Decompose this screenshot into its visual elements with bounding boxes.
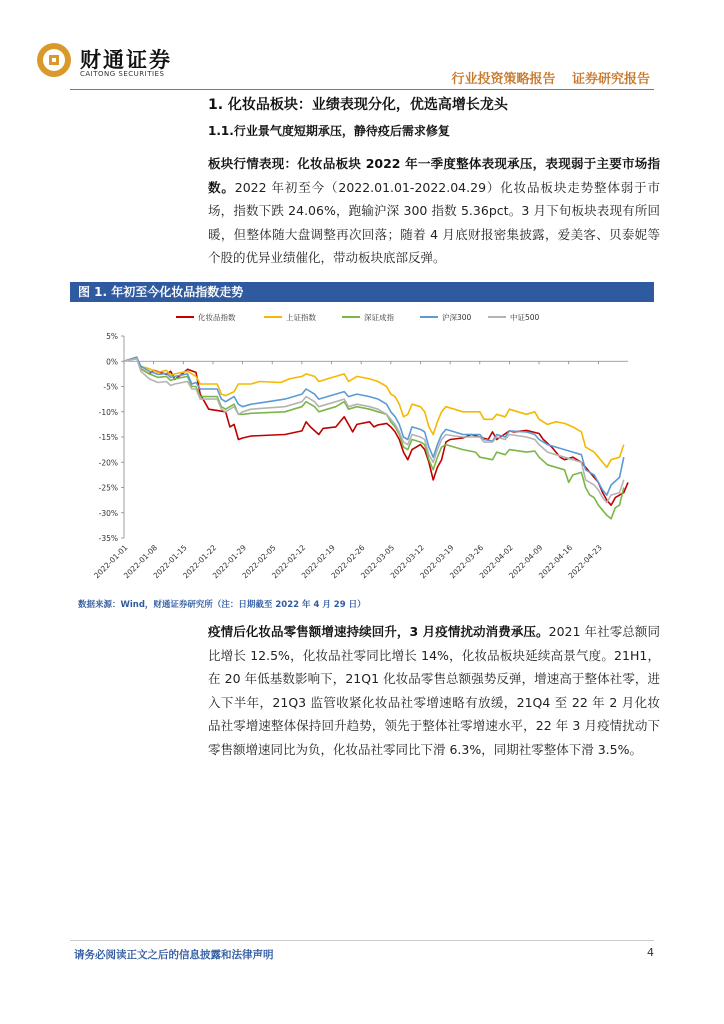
logo-english-name: CAITONG SECURITIES (80, 70, 165, 78)
legend-label: 深证成指 (364, 313, 394, 322)
page-number: 4 (647, 946, 654, 959)
section-heading: 1. 化妆品板块：业绩表现分化，优选高增长龙头 (208, 97, 508, 113)
x-tick-label: 2022-03-12 (388, 543, 426, 581)
y-tick-label: -30% (98, 508, 118, 518)
y-tick-label: -10% (98, 407, 118, 417)
figure-title-bar (70, 282, 654, 302)
series-line (124, 357, 628, 505)
paragraph-retail-sales (208, 620, 660, 761)
x-tick-label: 2022-02-19 (299, 543, 337, 581)
legend-label: 沪深300 (442, 313, 472, 322)
y-tick-label: -15% (98, 433, 118, 442)
x-tick-label: 2022-03-05 (359, 543, 397, 581)
report-type-labels (439, 68, 650, 87)
x-tick-label: 2022-01-15 (151, 543, 189, 581)
subsection-heading: 1.1.行业景气度短期承压，静待疫后需求修复 (208, 124, 450, 138)
y-tick-label: -25% (98, 483, 118, 493)
chart-svg (70, 302, 654, 594)
footer-divider (70, 940, 654, 941)
paragraph-body: 2022 年初至今（2022.01.01-2022.04.29）化妆品板块走势整体弱于市场，指数下跌 24.06%，跑输沪深 300 指数 5.36pct。3 月下旬板块表现有所回暖，但整体随大盘调整再次回落；随着 4 月底财报密集披露，爱美客、贝泰妮等个股的优异业绩催化，带动板块底部反弹。 (208, 179, 660, 265)
legend-label: 上证指数 (286, 313, 316, 322)
x-tick-label: 2022-04-16 (536, 543, 575, 581)
paragraph-body: 2021 年社零总额同比增长 12.5%，化妆品社零同比增长 14%，化妆品板块延续高景气度。21H1，在 20 年低基数影响下，21Q1 化妆品零售总额强势反弹，增速高于整体社零，进入下半年，21Q3 监管收紧化妆品社零增速略有放缓，21Q4 至 22 年 2 月化妆品社零增速整体保持回升趋势，领先于整体社零增速水平，22 年 3 月疫情扰动下零售额增速同比为负，化妆品社零同比下滑 6.3%，同期社零整体下滑 3.5%。 (208, 624, 660, 757)
paragraph-market-performance (208, 152, 660, 270)
y-tick-label: -5% (103, 382, 118, 392)
index-trend-chart (70, 302, 654, 594)
logo-mark-icon (36, 42, 72, 78)
logo-chinese-name: 财通证券 (80, 48, 172, 72)
figure-title: 图 1. 年初至今化妆品指数走势 (78, 285, 244, 299)
y-tick-label: 5% (106, 332, 118, 341)
x-tick-label: 2022-01-08 (121, 543, 160, 581)
y-tick-label: 0% (106, 357, 118, 367)
figure-source: 数据来源：Wind，财通证券研究所（注：日期截至 2022 年 4 月 29 日） (78, 600, 366, 610)
legend-label: 化妆品指数 (198, 313, 236, 322)
x-tick-label: 2022-02-12 (270, 543, 308, 581)
x-tick-label: 2022-01-22 (181, 543, 219, 581)
paragraph-lead: 板块行情表现：化妆品板块 2022 年一季度整体表现承压，表现弱于主要市场指数。 (208, 156, 660, 195)
x-tick-label: 2022-02-05 (240, 543, 278, 581)
x-tick-label: 2022-01-01 (92, 543, 130, 581)
footer-disclaimer: 请务必阅读正文之后的信息披露和法律声明 (74, 949, 274, 961)
x-tick-label: 2022-04-02 (477, 543, 515, 581)
company-logo (36, 40, 186, 84)
report-type-label: 行业投资策略报告 (451, 72, 556, 87)
legend-label: 中证500 (510, 313, 540, 322)
y-tick-label: -20% (98, 458, 118, 468)
y-tick-label: -35% (98, 534, 118, 543)
x-tick-label: 2022-02-26 (329, 543, 367, 581)
x-tick-label: 2022-04-23 (566, 543, 604, 581)
series-line (124, 359, 624, 468)
x-tick-label: 2022-03-26 (447, 543, 486, 581)
x-tick-label: 2022-04-09 (507, 543, 545, 581)
x-tick-label: 2022-01-29 (210, 543, 249, 581)
paragraph-lead: 疫情后化妆品零售额增速持续回升，3 月疫情扰动消费承压。 (208, 624, 549, 639)
header-divider (70, 89, 654, 90)
report-category-label: 证券研究报告 (571, 72, 650, 87)
x-tick-label: 2022-03-19 (418, 543, 456, 581)
